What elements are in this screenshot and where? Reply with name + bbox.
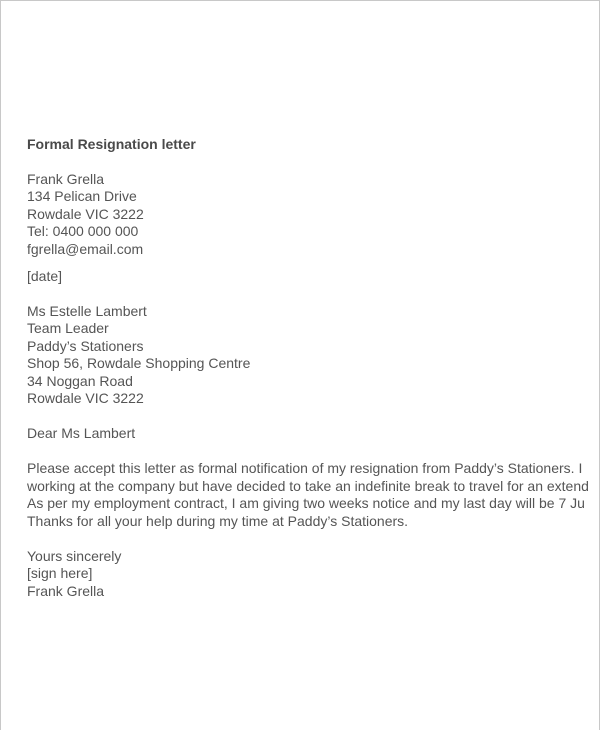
body-line: As per my employment contract, I am giving two weeks notice and my last day will be 7 Ju — [27, 495, 585, 511]
sender-street: 134 Pelican Drive — [27, 188, 137, 204]
signature-placeholder: [sign here] — [27, 565, 93, 581]
letter-date: [date] — [27, 268, 63, 284]
body-line: Please accept this letter as formal notification of my resignation from Paddy’s Stationers. I — [27, 460, 583, 476]
body-line: Thanks for all your help during my time at Paddy’s Stationers. — [27, 513, 409, 529]
body-line: working at the company but have decided to take an indefinite break to travel for an extend — [27, 478, 589, 494]
recipient-title: Team Leader — [27, 320, 109, 336]
letter-title: Formal Resignation letter — [27, 136, 196, 152]
recipient-company: Paddy’s Stationers — [27, 338, 144, 354]
sender-email: fgrella@email.com — [27, 241, 144, 257]
recipient-address-1: Shop 56, Rowdale Shopping Centre — [27, 355, 251, 371]
recipient-city: Rowdale VIC 3222 — [27, 390, 144, 406]
closing-name: Frank Grella — [27, 583, 105, 599]
recipient-address-2: 34 Noggan Road — [27, 373, 133, 389]
sender-city: Rowdale VIC 3222 — [27, 206, 144, 222]
sender-phone: Tel: 0400 000 000 — [27, 223, 139, 239]
sender-name: Frank Grella — [27, 171, 105, 187]
closing-phrase: Yours sincerely — [27, 548, 122, 564]
salutation: Dear Ms Lambert — [27, 425, 136, 441]
recipient-name: Ms Estelle Lambert — [27, 303, 147, 319]
